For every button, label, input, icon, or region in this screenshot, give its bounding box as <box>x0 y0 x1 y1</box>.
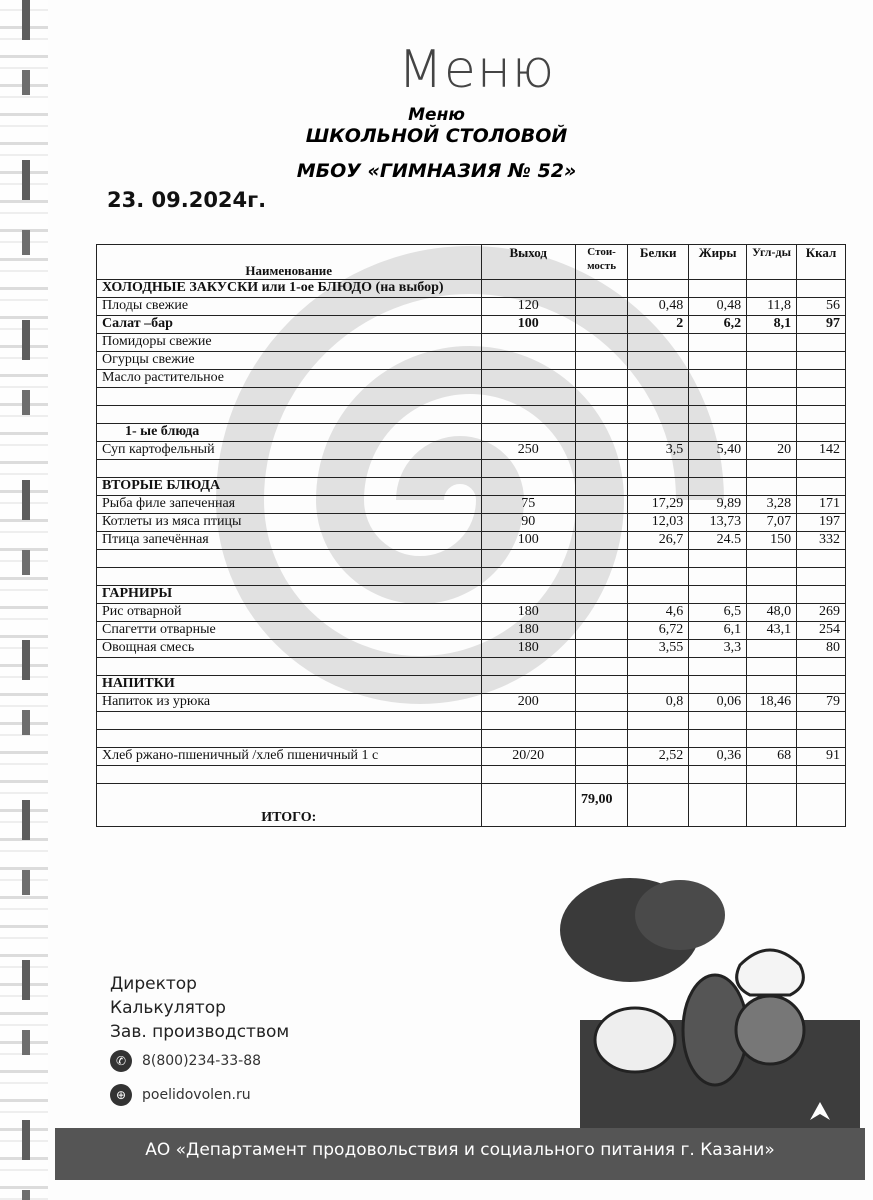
cell-kcal <box>797 424 846 442</box>
cell-cost <box>575 460 627 478</box>
cell-proteins: 12,03 <box>628 514 689 532</box>
cell-proteins: 17,29 <box>628 496 689 514</box>
cell-fats <box>689 568 747 586</box>
cell-carbs: 8,1 <box>747 316 797 334</box>
cell-output: 100 <box>481 532 575 550</box>
cell-output: 100 <box>481 316 575 334</box>
cell-cost <box>575 316 627 334</box>
table-row <box>97 370 846 388</box>
cell-fats <box>689 658 747 676</box>
cell-kcal: 197 <box>797 514 846 532</box>
mascot-illustration <box>540 870 860 1130</box>
header-carbs: Угл-ды <box>747 245 797 280</box>
cell-kcal: 171 <box>797 496 846 514</box>
cell-kcal: 269 <box>797 604 846 622</box>
cell-kcal <box>797 766 846 784</box>
cell-output: 75 <box>481 496 575 514</box>
table-row <box>97 406 846 424</box>
cell-fats: 0,36 <box>689 748 747 766</box>
cell-name: Огурцы свежие <box>97 352 482 370</box>
cell-name <box>97 712 482 730</box>
cell-fats <box>689 712 747 730</box>
cell-fats: 6,2 <box>689 316 747 334</box>
table-row <box>97 586 846 604</box>
cell-proteins: 3,5 <box>628 442 689 460</box>
cell-fats <box>689 370 747 388</box>
website-url: poelidovolen.ru <box>142 1087 251 1103</box>
cell-carbs: 3,28 <box>747 496 797 514</box>
cell-kcal <box>797 586 846 604</box>
cell-name <box>97 550 482 568</box>
cell-cost <box>575 766 627 784</box>
cell-carbs: 18,46 <box>747 694 797 712</box>
cell-cost <box>575 676 627 694</box>
cell-name <box>97 460 482 478</box>
cell-carbs <box>747 370 797 388</box>
signature-calculator: Калькулятор <box>110 998 226 1018</box>
cell-proteins <box>628 352 689 370</box>
cell-name <box>97 568 482 586</box>
cell-fats <box>689 334 747 352</box>
cell-name: Напиток из урюка <box>97 694 482 712</box>
cell-fats <box>689 406 747 424</box>
cell-cost <box>575 406 627 424</box>
table-row <box>97 640 846 658</box>
cell-carbs: 150 <box>747 532 797 550</box>
cell-output <box>481 334 575 352</box>
cell-fats: 24.5 <box>689 532 747 550</box>
cell-proteins: 2,52 <box>628 748 689 766</box>
cell-kcal <box>797 478 846 496</box>
cell-carbs <box>747 658 797 676</box>
cell-name <box>97 658 482 676</box>
cell-cost <box>575 730 627 748</box>
table-row <box>97 424 846 442</box>
cell-output <box>481 712 575 730</box>
cell-proteins <box>628 586 689 604</box>
cell-carbs <box>747 460 797 478</box>
cell-fats: 6,5 <box>689 604 747 622</box>
cell-name: ВТОРЫЕ БЛЮДА <box>97 478 482 496</box>
cell-proteins <box>628 658 689 676</box>
cell-cost <box>575 640 627 658</box>
cell-proteins <box>628 370 689 388</box>
cell-kcal <box>797 676 846 694</box>
organization-name: АО «Департамент продовольствия и социального питания г. Казани» <box>145 1140 775 1160</box>
header-cost: Стои-мость <box>575 245 627 280</box>
total-cost: 79,00 <box>575 784 627 827</box>
cell-cost <box>575 712 627 730</box>
cell-proteins <box>628 424 689 442</box>
cell-kcal <box>797 730 846 748</box>
cell-cost <box>575 604 627 622</box>
cell-cost <box>575 622 627 640</box>
table-row <box>97 334 846 352</box>
cell-output <box>481 568 575 586</box>
table-row <box>97 604 846 622</box>
website-contact <box>110 1084 251 1106</box>
cell-output <box>481 658 575 676</box>
cell-carbs <box>747 388 797 406</box>
cell-kcal <box>797 460 846 478</box>
cell-name: Хлеб ржано-пшеничный /хлеб пшеничный 1 с <box>97 748 482 766</box>
cell-output <box>481 280 575 298</box>
cell-kcal <box>797 406 846 424</box>
cell-carbs <box>747 550 797 568</box>
cell-kcal: 142 <box>797 442 846 460</box>
table-row <box>97 352 846 370</box>
header-name: Наименование <box>97 245 482 280</box>
cell-fats: 0,48 <box>689 298 747 316</box>
cell-cost <box>575 658 627 676</box>
cell-name: ХОЛОДНЫЕ ЗАКУСКИ или 1-ое БЛЮДО (на выбор) <box>97 280 482 298</box>
menu-date: 23. 09.2024г. <box>107 188 267 212</box>
table-row <box>97 748 846 766</box>
cell-kcal <box>797 712 846 730</box>
cell-output: 20/20 <box>481 748 575 766</box>
cell-name: Котлеты из мяса птицы <box>97 514 482 532</box>
table-row <box>97 622 846 640</box>
table-row <box>97 388 846 406</box>
header-fats: Жиры <box>689 245 747 280</box>
cell-fats <box>689 424 747 442</box>
cell-output <box>481 460 575 478</box>
cell-name <box>97 730 482 748</box>
cell-name: НАПИТКИ <box>97 676 482 694</box>
table-row <box>97 550 846 568</box>
table-row <box>97 316 846 334</box>
total-fats <box>689 784 747 827</box>
table-row <box>97 280 846 298</box>
cell-fats <box>689 586 747 604</box>
table-row <box>97 712 846 730</box>
cell-fats: 5,40 <box>689 442 747 460</box>
cell-name <box>97 766 482 784</box>
cell-output: 250 <box>481 442 575 460</box>
cell-proteins <box>628 766 689 784</box>
cell-fats <box>689 676 747 694</box>
canteen-title: ШКОЛЬНОЙ СТОЛОВОЙ <box>305 125 568 147</box>
cell-name: Спагетти отварные <box>97 622 482 640</box>
handwritten-menu-title: Меню <box>398 40 556 100</box>
cell-cost <box>575 748 627 766</box>
table-row <box>97 514 846 532</box>
table-row <box>97 694 846 712</box>
cell-cost <box>575 568 627 586</box>
cell-output: 200 <box>481 694 575 712</box>
cell-carbs <box>747 478 797 496</box>
table-row <box>97 676 846 694</box>
cell-fats <box>689 388 747 406</box>
cell-fats <box>689 352 747 370</box>
cell-carbs <box>747 568 797 586</box>
cell-cost <box>575 424 627 442</box>
total-kcal <box>797 784 846 827</box>
table-row <box>97 442 846 460</box>
cell-carbs: 20 <box>747 442 797 460</box>
cell-fats: 3,3 <box>689 640 747 658</box>
cell-carbs <box>747 334 797 352</box>
cell-kcal: 332 <box>797 532 846 550</box>
cell-carbs: 7,07 <box>747 514 797 532</box>
cell-proteins: 26,7 <box>628 532 689 550</box>
cell-proteins: 0,8 <box>628 694 689 712</box>
cell-carbs <box>747 406 797 424</box>
cell-output <box>481 424 575 442</box>
total-output <box>481 784 575 827</box>
cell-output <box>481 766 575 784</box>
table-header-row <box>97 245 846 280</box>
cell-carbs: 11,8 <box>747 298 797 316</box>
cell-cost <box>575 334 627 352</box>
cell-name <box>97 406 482 424</box>
cell-carbs <box>747 586 797 604</box>
cell-proteins <box>628 550 689 568</box>
cell-cost <box>575 442 627 460</box>
cell-output: 180 <box>481 604 575 622</box>
cell-proteins: 2 <box>628 316 689 334</box>
cell-kcal: 254 <box>797 622 846 640</box>
cell-name: Помидоры свежие <box>97 334 482 352</box>
cell-kcal <box>797 388 846 406</box>
cell-proteins: 0,48 <box>628 298 689 316</box>
cell-output <box>481 478 575 496</box>
cell-carbs: 68 <box>747 748 797 766</box>
cell-proteins <box>628 568 689 586</box>
cell-output <box>481 370 575 388</box>
cell-proteins <box>628 676 689 694</box>
cell-output <box>481 676 575 694</box>
table-row <box>97 766 846 784</box>
cell-proteins <box>628 730 689 748</box>
cell-carbs <box>747 640 797 658</box>
cell-output: 90 <box>481 514 575 532</box>
cell-kcal <box>797 370 846 388</box>
cell-carbs <box>747 712 797 730</box>
cell-kcal <box>797 658 846 676</box>
cell-proteins <box>628 478 689 496</box>
cell-kcal: 56 <box>797 298 846 316</box>
phone-icon: ✆ <box>110 1050 132 1072</box>
cell-output: 120 <box>481 298 575 316</box>
header-kcal: Ккал <box>797 245 846 280</box>
signature-production-head: Зав. производством <box>110 1022 290 1042</box>
cell-fats: 6,1 <box>689 622 747 640</box>
cell-cost <box>575 298 627 316</box>
cell-fats <box>689 550 747 568</box>
cell-cost <box>575 352 627 370</box>
signature-director: Директор <box>110 974 197 994</box>
cell-output <box>481 586 575 604</box>
cell-name: Масло растительное <box>97 370 482 388</box>
menu-table <box>96 244 846 827</box>
cell-cost <box>575 496 627 514</box>
cell-name: Рыба филе запеченная <box>97 496 482 514</box>
cell-fats <box>689 766 747 784</box>
table-row <box>97 658 846 676</box>
cell-proteins: 4,6 <box>628 604 689 622</box>
cell-fats <box>689 730 747 748</box>
table-row <box>97 460 846 478</box>
cell-kcal <box>797 334 846 352</box>
cell-carbs <box>747 730 797 748</box>
cell-name: Плоды свежие <box>97 298 482 316</box>
cell-kcal <box>797 568 846 586</box>
phone-number: 8(800)234-33-88 <box>142 1053 262 1069</box>
cell-name <box>97 388 482 406</box>
menu-title: Меню <box>408 105 465 125</box>
cell-carbs <box>747 424 797 442</box>
cell-kcal: 97 <box>797 316 846 334</box>
cell-kcal <box>797 280 846 298</box>
cell-fats: 13,73 <box>689 514 747 532</box>
total-row <box>97 784 846 827</box>
table-row <box>97 298 846 316</box>
cell-cost <box>575 280 627 298</box>
cell-cost <box>575 370 627 388</box>
cell-name: Рис отварной <box>97 604 482 622</box>
cell-proteins <box>628 460 689 478</box>
cell-output <box>481 550 575 568</box>
cell-fats <box>689 280 747 298</box>
cell-fats <box>689 478 747 496</box>
cell-cost <box>575 478 627 496</box>
cell-kcal <box>797 550 846 568</box>
cell-proteins: 6,72 <box>628 622 689 640</box>
cell-output: 180 <box>481 640 575 658</box>
total-proteins <box>628 784 689 827</box>
table-row <box>97 496 846 514</box>
cell-fats <box>689 460 747 478</box>
cell-name: Суп картофельный <box>97 442 482 460</box>
table-row <box>97 568 846 586</box>
cell-fats: 0,06 <box>689 694 747 712</box>
total-label: ИТОГО: <box>97 784 482 827</box>
school-title: МБОУ «ГИМНАЗИЯ № 52» <box>296 160 577 182</box>
cell-name: Салат –бар <box>97 316 482 334</box>
cell-proteins: 3,55 <box>628 640 689 658</box>
cell-proteins <box>628 388 689 406</box>
cell-name: ГАРНИРЫ <box>97 586 482 604</box>
cell-cost <box>575 550 627 568</box>
cell-carbs: 48,0 <box>747 604 797 622</box>
cell-output <box>481 406 575 424</box>
cell-cost <box>575 694 627 712</box>
header-proteins: Белки <box>628 245 689 280</box>
cell-name: Овощная смесь <box>97 640 482 658</box>
cell-kcal: 80 <box>797 640 846 658</box>
cell-proteins <box>628 406 689 424</box>
cell-proteins <box>628 280 689 298</box>
cell-kcal: 91 <box>797 748 846 766</box>
cell-carbs <box>747 352 797 370</box>
cell-carbs <box>747 676 797 694</box>
cell-carbs <box>747 766 797 784</box>
cell-name: Птица запечённая <box>97 532 482 550</box>
cell-kcal <box>797 352 846 370</box>
cell-output <box>481 352 575 370</box>
cell-cost <box>575 532 627 550</box>
table-row <box>97 478 846 496</box>
cell-kcal: 79 <box>797 694 846 712</box>
cell-carbs: 43,1 <box>747 622 797 640</box>
globe-icon: ⊕ <box>110 1084 132 1106</box>
table-row <box>97 532 846 550</box>
total-carbs <box>747 784 797 827</box>
cell-cost <box>575 388 627 406</box>
table-row <box>97 730 846 748</box>
cell-proteins <box>628 712 689 730</box>
phone-contact <box>110 1050 261 1072</box>
cell-cost <box>575 586 627 604</box>
cell-output <box>481 730 575 748</box>
cell-output <box>481 388 575 406</box>
header-output: Выход <box>481 245 575 280</box>
cell-proteins <box>628 334 689 352</box>
cell-output: 180 <box>481 622 575 640</box>
cell-carbs <box>747 280 797 298</box>
cell-name: 1- ые блюда <box>97 424 482 442</box>
cell-cost <box>575 514 627 532</box>
cell-fats: 9,89 <box>689 496 747 514</box>
